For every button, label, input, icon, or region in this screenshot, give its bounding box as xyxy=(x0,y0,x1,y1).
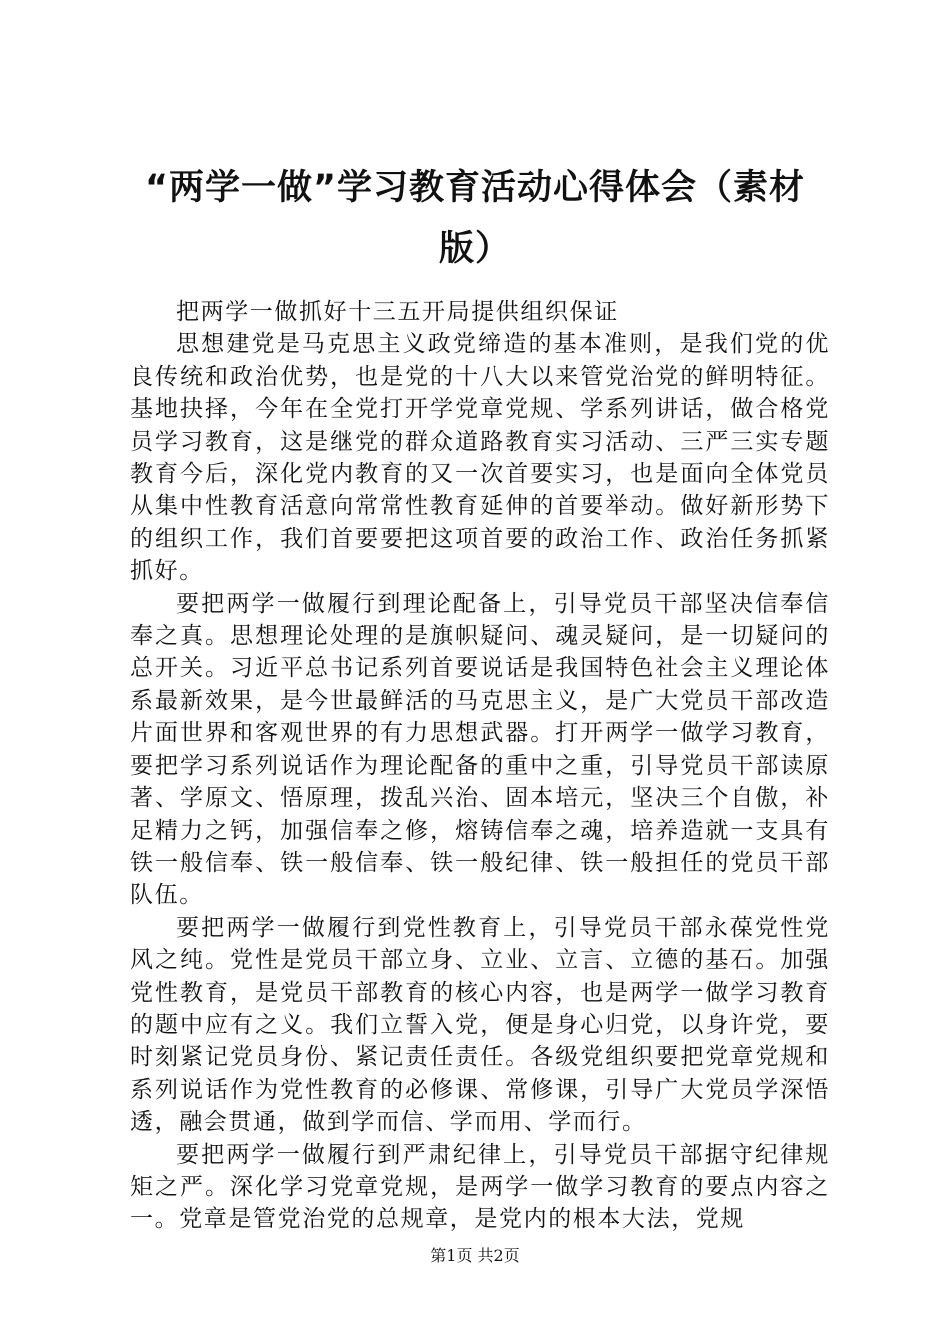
paragraph: 要把两学一做履行到党性教育上，引导党员干部永葆党性党风之纯。党性是党员干部立身、立业、立言、立德的基石。加强党性教育，是党员干部教育的核心内容，也是两学一做学习教育的题中应有之义。我们立誓入党，便是身心归党，以身许党，要时刻紧记党员身份、紧记责任责任。各级党组织要把党章党规和系列说话作为党性教育的必修课、常修课，引导广大党员学深悟透，融会贯通，做到学而信、学而用、学而行。 xyxy=(130,914,830,1136)
paragraph: 思想建党是马克思主义政党缔造的基本准则，是我们党的优良传统和政治优势，也是党的十八大以来管党治党的鲜明特征。基地抉择，今年在全党打开学党章党规、学系列讲话，做合格党员学习教育，这是继党的群众道路教育实习活动、三严三实专题教育今后，深化党内教育的又一次首要实习，也是面向全体党员从集中性教育活意向常常性教育延伸的首要举动。做好新形势下的组织工作，我们首要要把这项首要的政治工作、政治任务抓紧抓好。 xyxy=(130,331,830,585)
paragraph-subtitle: 把两学一做抓好十三五开局提供组织保证 xyxy=(176,299,619,325)
paragraph: 要把两学一做履行到严肃纪律上，引导党员干部据守纪律规矩之严。深化学习党章党规，是两学一做学习教育的要点内容之一。党章是管党治党的总规章，是党内的根本大法，党规 xyxy=(130,1141,830,1233)
document-body xyxy=(130,296,830,1236)
page-number-footer: 第1页 共2页 xyxy=(430,1246,520,1265)
document-title: “两学一做”学习教育活动心得体会（素材版） xyxy=(144,168,805,269)
paragraph: 要把两学一做履行到理论配备上，引导党员干部坚决信奉信奉之真。思想理论处理的是旗帜疑问、魂灵疑问，是一切疑问的总开关。习近平总书记系列首要说话是我国特色社会主义理论体系最新效果，是今世最鲜活的马克思主义，是广大党员干部改造片面世界和客观世界的有力思想武器。打开两学一做学习教育，要把学习系列说话作为理论配备的重中之重，引导党员干部读原著、学原文、悟原理，拨乱兴治、固本培元，坚决三个自傲，补足精力之钙，加强信奉之修，熔铸信奉之魂，培养造就一支具有铁一般信奉、铁一般信奉、铁一般纪律、铁一般担任的党员干部队伍。 xyxy=(130,590,830,909)
